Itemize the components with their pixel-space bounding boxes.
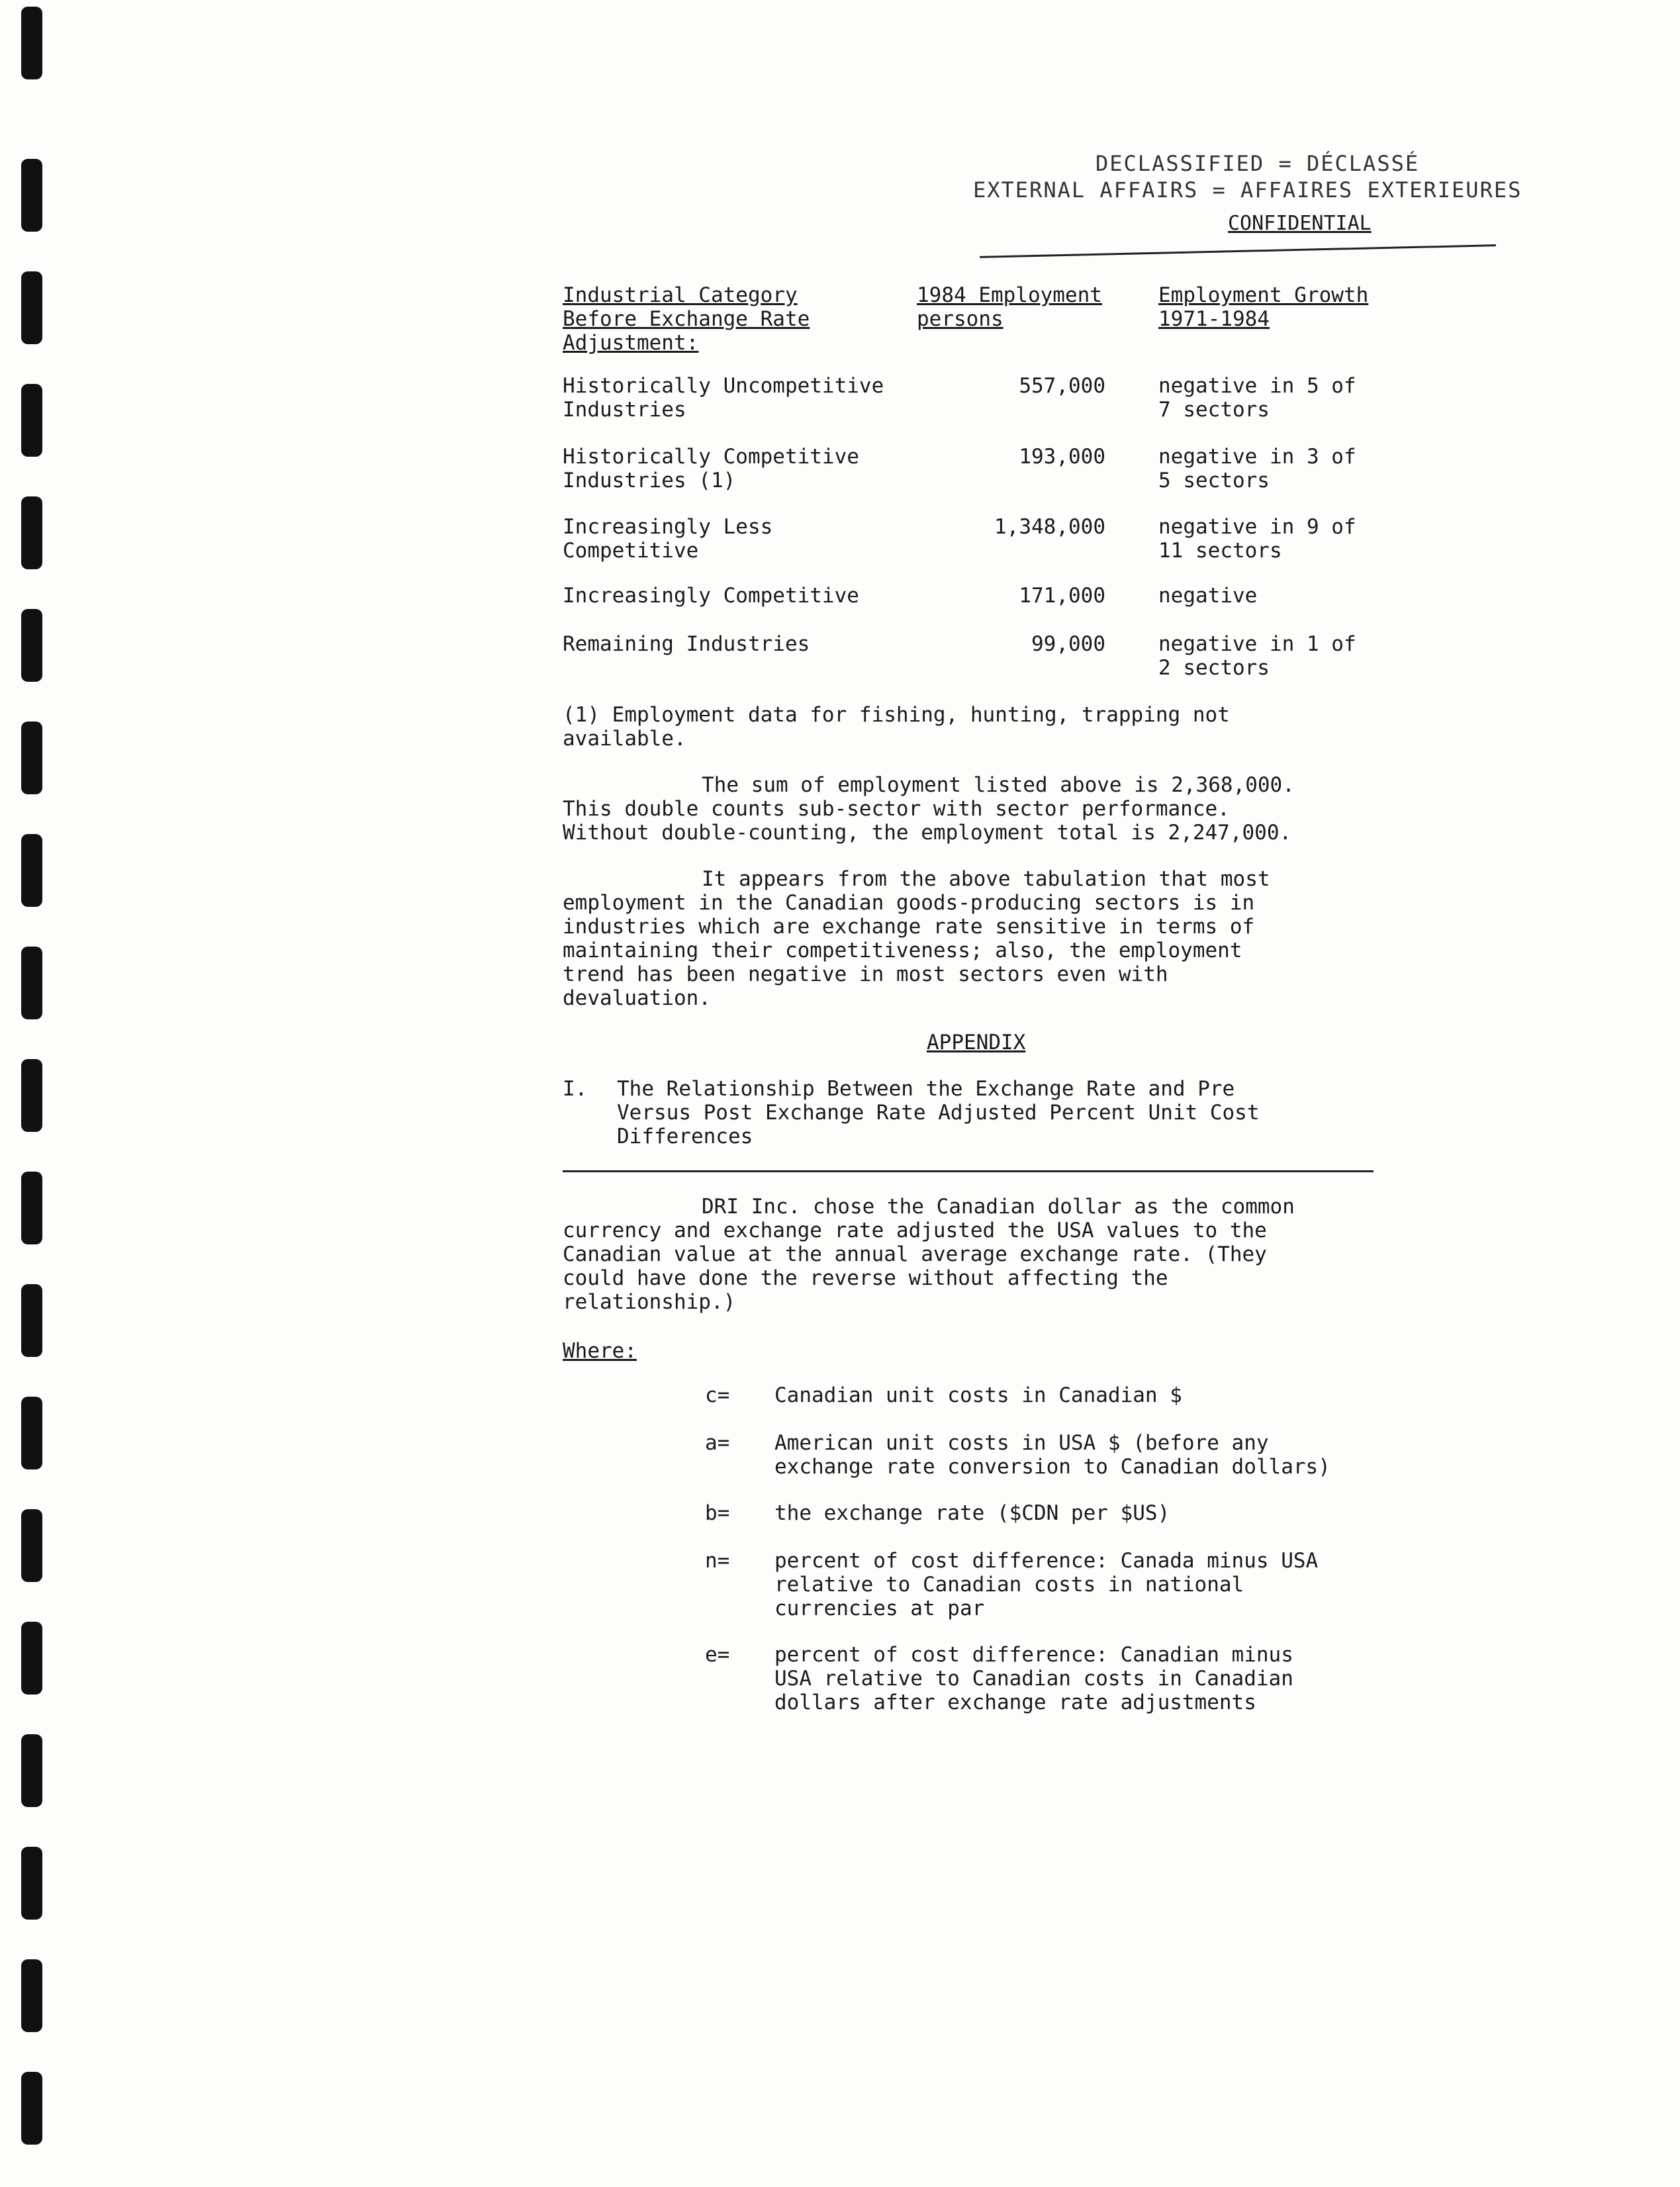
binder-hole: [21, 2072, 42, 2145]
declassified-stamp: DECLASSIFIED = DÉCLASSÉ: [1096, 151, 1420, 176]
binder-hole: [21, 1959, 42, 2032]
section-rule: [563, 1170, 1374, 1172]
table-row-category: Increasingly Less Competitive: [563, 515, 773, 563]
table-row-employment: 171,000: [1019, 584, 1105, 608]
table-row-category: Historically Competitive Industries (1): [563, 445, 859, 492]
paragraph-tabulation: It appears from the above tabulation that most employment in the Canadian goods-producing sectors is in industries which are exchange rate sensitive in terms of maintaining their competitiveness; also, the employment trend has been negative in most sectors even with devaluation.: [563, 867, 1270, 1010]
table-row-employment: 557,000: [1019, 374, 1105, 398]
definition-text: American unit costs in USA $ (before any exchange rate conversion to Canadian dollars): [774, 1431, 1330, 1479]
header-employment: 1984 Employment persons: [917, 283, 1102, 331]
binder-hole: [21, 1509, 42, 1582]
header-growth: Employment Growth 1971-1984: [1158, 283, 1369, 331]
external-affairs-stamp: EXTERNAL AFFAIRS = AFFAIRES EXTERIEURES: [973, 177, 1522, 203]
header-rule: [980, 244, 1496, 258]
table-row-category: Historically Uncompetitive Industries: [563, 374, 884, 422]
binder-hole: [21, 947, 42, 1019]
binder-hole: [21, 834, 42, 907]
definition-text: percent of cost difference: Canadian minus USA relative to Canadian costs in Canadian dollars after exchange rate adjustments: [774, 1643, 1293, 1714]
definition-symbol: b=: [705, 1501, 730, 1525]
table-row-growth: negative in 5 of 7 sectors: [1158, 374, 1356, 422]
binder-hole: [21, 7, 42, 79]
binder-hole: [21, 496, 42, 569]
binder-hole: [21, 609, 42, 682]
binder-hole: [21, 1622, 42, 1695]
table-row-growth: negative: [1158, 584, 1258, 608]
definition-symbol: a=: [705, 1431, 730, 1455]
definition-symbol: c=: [705, 1383, 730, 1407]
table-row-growth: negative in 3 of 5 sectors: [1158, 445, 1356, 492]
header-category: Industrial Category Before Exchange Rate Adjustment:: [563, 283, 810, 355]
where-label: Where:: [563, 1339, 637, 1363]
definition-symbol: n=: [705, 1549, 730, 1573]
binder-hole: [21, 1284, 42, 1357]
table-row-category: Remaining Industries: [563, 632, 810, 656]
table-row-category: Increasingly Competitive: [563, 584, 859, 608]
paragraph-dri: DRI Inc. chose the Canadian dollar as the common currency and exchange rate adjusted the USA values to the Canadian value at the annual average exchange rate. (They could have done the reverse without affecting the relationship.): [563, 1195, 1295, 1314]
definition-text: percent of cost difference: Canada minus USA relative to Canadian costs in national currencies at par: [774, 1549, 1319, 1620]
binder-hole: [21, 384, 42, 457]
binder-hole: [21, 1397, 42, 1469]
binder-hole: [21, 1734, 42, 1807]
binder-hole: [21, 721, 42, 794]
binder-hole: [21, 1847, 42, 1920]
binder-hole: [21, 271, 42, 344]
table-row-growth: negative in 9 of 11 sectors: [1158, 515, 1356, 563]
table-row-employment: 193,000: [1019, 445, 1105, 469]
table-row-employment: 99,000: [1031, 632, 1105, 656]
definition-text: Canadian unit costs in Canadian $: [774, 1383, 1182, 1407]
table-row-employment: 1,348,000: [994, 515, 1105, 539]
definition-symbol: e=: [705, 1643, 730, 1667]
binder-hole: [21, 159, 42, 232]
table-row-growth: negative in 1 of 2 sectors: [1158, 632, 1356, 680]
binder-hole: [21, 1172, 42, 1244]
definition-text: the exchange rate ($CDN per $US): [774, 1501, 1170, 1525]
paragraph-employment-sum: The sum of employment listed above is 2,368,000. This double counts sub-sector with sector performance. Without double-counting, the employment total is 2,247,000.: [563, 773, 1295, 845]
section-title: The Relationship Between the Exchange Rate and Pre Versus Post Exchange Rate Adjusted Percent Unit Cost Differences: [617, 1077, 1260, 1148]
classification-label: CONFIDENTIAL: [1228, 212, 1372, 235]
footnote: (1) Employment data for fishing, hunting, trapping not available.: [563, 703, 1230, 751]
binder-hole: [21, 1059, 42, 1132]
appendix-title: APPENDIX: [927, 1031, 1026, 1054]
section-number: I.: [563, 1077, 588, 1101]
